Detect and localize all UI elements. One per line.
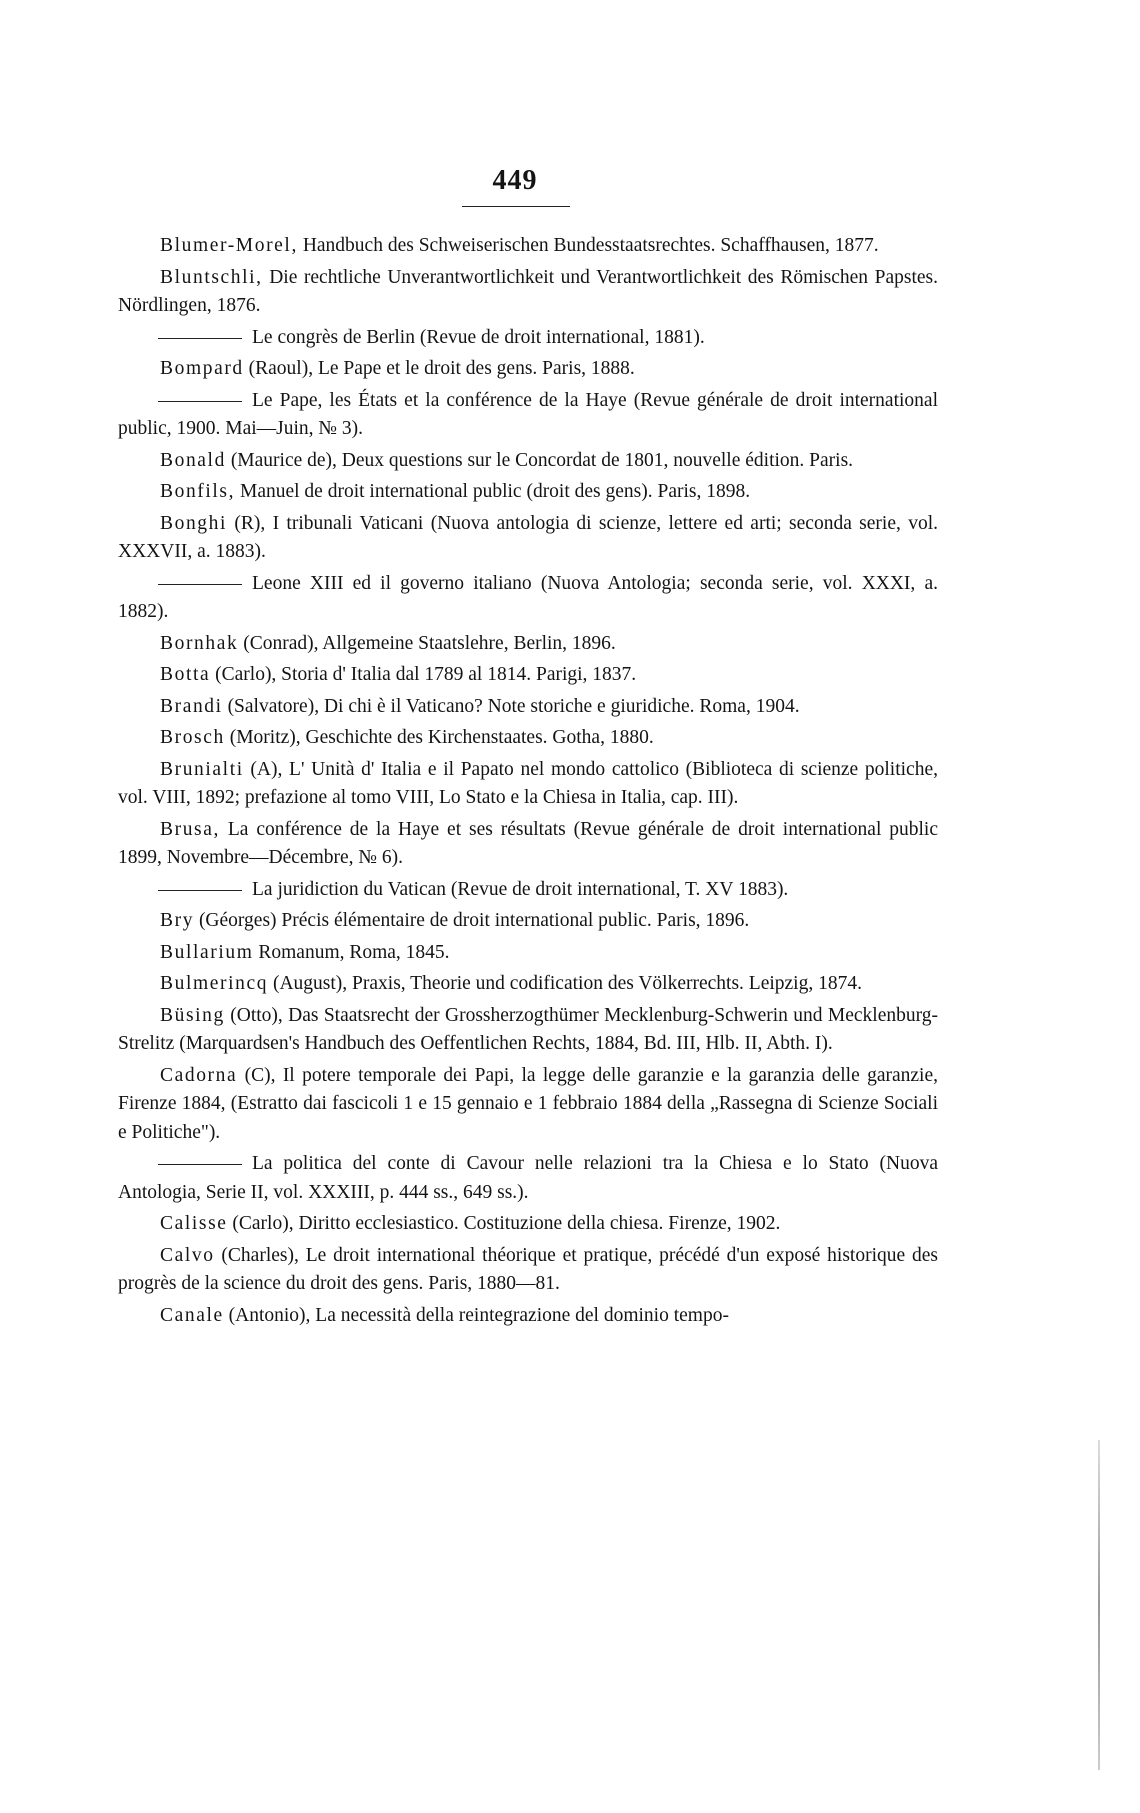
entry-text: Romanum, Roma, 1845. [253,941,450,963]
bibliography-entry [118,387,938,444]
entry-author: Brusa, [160,818,220,840]
bibliography-entry [118,970,938,999]
entry-author: Brunialti [160,758,244,780]
entry-author: Blumer-Morel, [160,235,298,256]
entry-author: Bornhak [160,632,239,654]
bibliography-entry [118,232,938,261]
page-number: 449 [492,165,538,196]
entry-text: (Géorges) Précis élémentaire de droit international public. Paris, 1896. [194,910,750,931]
page-edge-shadow [1098,1440,1100,1770]
entry-text: (Otto), Das Staatsrecht der Grossherzogthümer Mecklenburg-Schwerin und Mecklenburg-Strelitz (Marquardsen's Handbuch des Oeffentlichen Rechts, 1884, Bd. III, Hlb. II, Abth. I). [118,1004,938,1054]
entry-text: (Moritz), Geschichte des Kirchenstaates. Gotha, 1880. [224,727,654,748]
entry-author: Canale [160,1304,224,1326]
bibliography-entry [118,693,938,722]
entry-text: Handbuch des Schweiserischen Bundesstaatsrechtes. Schaffhausen, 1877. [297,235,879,256]
ditto-dash [158,401,242,402]
bibliography-entry [118,939,938,968]
entry-author: Bonfils, [160,481,236,502]
entry-text: (Maurice de), Deux questions sur le Concordat de 1801, nouvelle édition. Paris. [225,449,854,471]
entry-text: Le congrès de Berlin (Revue de droit international, 1881). [252,326,705,348]
entry-author: Bluntschli, [160,266,263,288]
entry-author: Brosch [160,727,225,748]
entry-author: Cadorna [160,1064,238,1086]
entry-text: (Antonio), La necessità della reintegrazione del dominio tempo- [223,1304,729,1326]
entry-text: (C), Il potere temporale dei Papi, la legge delle garanzie e la garanzia delle garanzie, Firenze 1884, (Estratto dai fascicoli 1 e 15 gennaio e 1 febbraio 1884 della „Rassegna di Scienze Sociali e Politiche"). [118,1064,938,1143]
entry-text: (R), I tribunali Vaticani (Nuova antologia di scienze, lettere ed arti; seconda serie, vol. XXXVII, a. 1883). [118,512,938,562]
entry-text: (Salvatore), Di chi è il Vaticano? Note storiche e giuridiche. Roma, 1904. [222,695,800,717]
bibliography-entry [118,1302,938,1331]
entry-text: Le Pape, les États et la conférence de la Haye (Revue générale de droit international public, 1900. Mai—Juin, № 3). [118,389,938,439]
bibliography-entry [118,1242,938,1299]
entry-text: Die rechtliche Unverantwortlichkeit und Verantwortlichkeit des Römischen Papstes. Nördlingen, 1876. [118,266,938,316]
bibliography-entry [118,724,938,753]
entry-author: Brandi [160,695,223,717]
ditto-dash [158,338,242,339]
entry-author: Botta [160,664,211,685]
entry-text: La politica del conte di Cavour nelle relazioni tra la Chiesa e lo Stato (Nuova Antologia, Serie II, vol. XXXIII, p. 444 ss., 649 ss.). [118,1153,938,1203]
entry-text: La conférence de la Haye et ses résultats (Revue générale de droit international public 1899, Novembre—Décembre, № 6). [118,818,938,868]
bibliography-entry [118,1002,938,1059]
bibliography-entry [118,264,938,321]
entry-text: (Carlo), Diritto ecclesiastico. Costituzione della chiesa. Firenze, 1902. [227,1213,781,1234]
bibliography-entry [118,661,938,690]
bibliography-entry [118,630,938,659]
entry-author: Bry [160,910,195,931]
ditto-dash [158,584,242,585]
entry-author: Bompard [160,358,244,379]
bibliography-entry [118,324,938,353]
entry-author: Bonghi [160,512,228,534]
ditto-dash [158,1164,242,1165]
bibliography-entry [118,1062,938,1148]
bibliography-list [118,232,938,1333]
bibliography-entry [118,876,938,905]
entry-text: (A), L' Unità d' Italia e il Papato nel mondo cattolico (Biblioteca di scienze politiche, vol. VIII, 1892; prefazione al tomo VIII, Lo Stato e la Chiesa in Italia, cap. III). [118,758,938,808]
entry-text: Manuel de droit international public (droit des gens). Paris, 1898. [235,481,751,502]
entry-text: (Conrad), Allgemeine Staatslehre, Berlin, 1896. [238,632,616,654]
bibliography-entry [118,907,938,936]
entry-author: Bullarium [160,941,254,963]
bibliography-entry [118,510,938,567]
entry-text: (Carlo), Storia d' Italia dal 1789 al 1814. Parigi, 1837. [210,664,637,685]
entry-author: Calisse [160,1213,228,1234]
entry-author: Calvo [160,1244,215,1266]
bibliography-entry [118,570,938,627]
entry-text: Leone XIII ed il governo italiano (Nuova Antologia; seconda serie, vol. XXXI, a. 1882). [118,572,938,622]
entry-text: (Charles), Le droit international théorique et pratique, précédé d'un exposé historique des progrès de la science du droit des gens. Paris, 1880—81. [118,1244,938,1294]
entry-author: Büsing [160,1004,225,1026]
entry-text: La juridiction du Vatican (Revue de droit international, T. XV 1883). [252,878,789,900]
bibliography-entry [118,816,938,873]
entry-author: Bulmerincq [160,973,269,994]
entry-text: (Raoul), Le Pape et le droit des gens. Paris, 1888. [243,358,635,379]
ditto-dash [158,890,242,891]
entry-author: Bonald [160,449,226,471]
bibliography-entry [118,355,938,384]
bibliography-entry [118,478,938,507]
bibliography-entry [118,1150,938,1207]
entry-text: (August), Praxis, Theorie und codification des Völkerrechts. Leipzig, 1874. [268,973,862,994]
bibliography-entry [118,1210,938,1239]
page-number-rule [462,206,570,207]
bibliography-entry [118,756,938,813]
bibliography-entry [118,447,938,476]
